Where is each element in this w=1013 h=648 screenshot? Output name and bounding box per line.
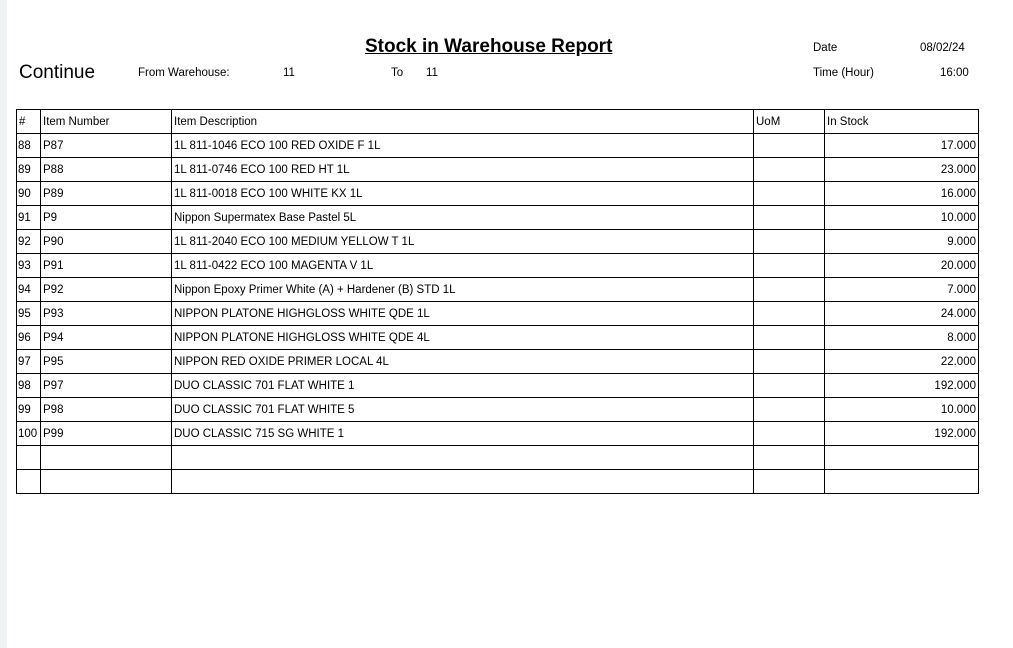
uom (754, 350, 825, 374)
uom (754, 422, 825, 446)
item-description (172, 446, 754, 470)
item-description: 1L 811-1046 ECO 100 RED OXIDE F 1L (172, 134, 754, 158)
item-number: P87 (41, 134, 172, 158)
uom (754, 326, 825, 350)
item-number: P88 (41, 158, 172, 182)
item-description: 1L 811-0422 ECO 100 MAGENTA V 1L (172, 254, 754, 278)
table-row-empty (17, 470, 979, 494)
from-warehouse-value: 11 (283, 67, 295, 79)
in-stock: 7.000 (825, 278, 979, 302)
row-index: 95 (17, 302, 41, 326)
col-header-item-description: Item Description (172, 110, 754, 134)
from-warehouse-label: From Warehouse: (138, 67, 230, 79)
table-row (17, 158, 979, 182)
row-index: 93 (17, 254, 41, 278)
uom (754, 158, 825, 182)
col-header-index: # (17, 110, 41, 134)
item-description: Nippon Epoxy Primer White (A) + Hardener (B) STD 1L (172, 278, 754, 302)
table-row (17, 422, 979, 446)
table-row (17, 230, 979, 254)
row-index: 88 (17, 134, 41, 158)
item-description: 1L 811-0746 ECO 100 RED HT 1L (172, 158, 754, 182)
row-index: 94 (17, 278, 41, 302)
item-number (41, 446, 172, 470)
item-number: P92 (41, 278, 172, 302)
row-index: 100 (17, 422, 41, 446)
table-row (17, 326, 979, 350)
report-title: Stock in Warehouse Report (365, 36, 613, 57)
item-number: P93 (41, 302, 172, 326)
in-stock: 192.000 (825, 374, 979, 398)
table-header-row (17, 110, 979, 134)
table-row-empty (17, 446, 979, 470)
row-index: 89 (17, 158, 41, 182)
uom (754, 374, 825, 398)
item-description: DUO CLASSIC 715 SG WHITE 1 (172, 422, 754, 446)
continue-label: Continue (19, 62, 96, 83)
row-index: 92 (17, 230, 41, 254)
in-stock: 10.000 (825, 206, 979, 230)
row-index (17, 470, 41, 494)
row-index (17, 446, 41, 470)
in-stock: 10.000 (825, 398, 979, 422)
in-stock: 9.000 (825, 230, 979, 254)
in-stock: 16.000 (825, 182, 979, 206)
table-row (17, 302, 979, 326)
item-description: NIPPON PLATONE HIGHGLOSS WHITE QDE 4L (172, 326, 754, 350)
in-stock: 8.000 (825, 326, 979, 350)
row-index: 99 (17, 398, 41, 422)
table-row (17, 206, 979, 230)
item-number: P9 (41, 206, 172, 230)
item-description: NIPPON PLATONE HIGHGLOSS WHITE QDE 1L (172, 302, 754, 326)
item-number: P97 (41, 374, 172, 398)
item-description: NIPPON RED OXIDE PRIMER LOCAL 4L (172, 350, 754, 374)
uom (754, 254, 825, 278)
uom (754, 182, 825, 206)
item-number: P95 (41, 350, 172, 374)
time-label: Time (Hour) (813, 67, 874, 79)
row-index: 90 (17, 182, 41, 206)
table-row (17, 182, 979, 206)
uom (754, 206, 825, 230)
uom (754, 278, 825, 302)
in-stock: 24.000 (825, 302, 979, 326)
item-description: 1L 811-2040 ECO 100 MEDIUM YELLOW T 1L (172, 230, 754, 254)
item-description: Nippon Supermatex Base Pastel 5L (172, 206, 754, 230)
item-description: 1L 811-0018 ECO 100 WHITE KX 1L (172, 182, 754, 206)
to-warehouse-value: 11 (426, 67, 438, 79)
item-number (41, 470, 172, 494)
in-stock: 20.000 (825, 254, 979, 278)
uom (754, 446, 825, 470)
uom (754, 230, 825, 254)
uom (754, 470, 825, 494)
item-number: P94 (41, 326, 172, 350)
col-header-uom: UoM (754, 110, 825, 134)
table-row (17, 350, 979, 374)
date-value: 08/02/24 (920, 42, 965, 54)
in-stock: 17.000 (825, 134, 979, 158)
in-stock: 23.000 (825, 158, 979, 182)
row-index: 91 (17, 206, 41, 230)
time-value: 16:00 (940, 67, 969, 79)
col-header-item-number: Item Number (41, 110, 172, 134)
item-description: DUO CLASSIC 701 FLAT WHITE 5 (172, 398, 754, 422)
item-number: P98 (41, 398, 172, 422)
uom (754, 302, 825, 326)
stock-table (16, 109, 979, 494)
item-description (172, 470, 754, 494)
to-warehouse-label: To (391, 67, 404, 79)
table-row (17, 254, 979, 278)
in-stock (825, 446, 979, 470)
item-number: P90 (41, 230, 172, 254)
col-header-in-stock: In Stock (825, 110, 979, 134)
row-index: 97 (17, 350, 41, 374)
uom (754, 134, 825, 158)
in-stock: 192.000 (825, 422, 979, 446)
item-number: P91 (41, 254, 172, 278)
uom (754, 398, 825, 422)
table-row (17, 134, 979, 158)
in-stock (825, 470, 979, 494)
in-stock: 22.000 (825, 350, 979, 374)
row-index: 96 (17, 326, 41, 350)
report-page (7, 0, 1013, 648)
item-number: P99 (41, 422, 172, 446)
table-row (17, 278, 979, 302)
date-label: Date (813, 42, 838, 54)
item-number: P89 (41, 182, 172, 206)
table-row (17, 374, 979, 398)
row-index: 98 (17, 374, 41, 398)
table-row (17, 398, 979, 422)
item-description: DUO CLASSIC 701 FLAT WHITE 1 (172, 374, 754, 398)
